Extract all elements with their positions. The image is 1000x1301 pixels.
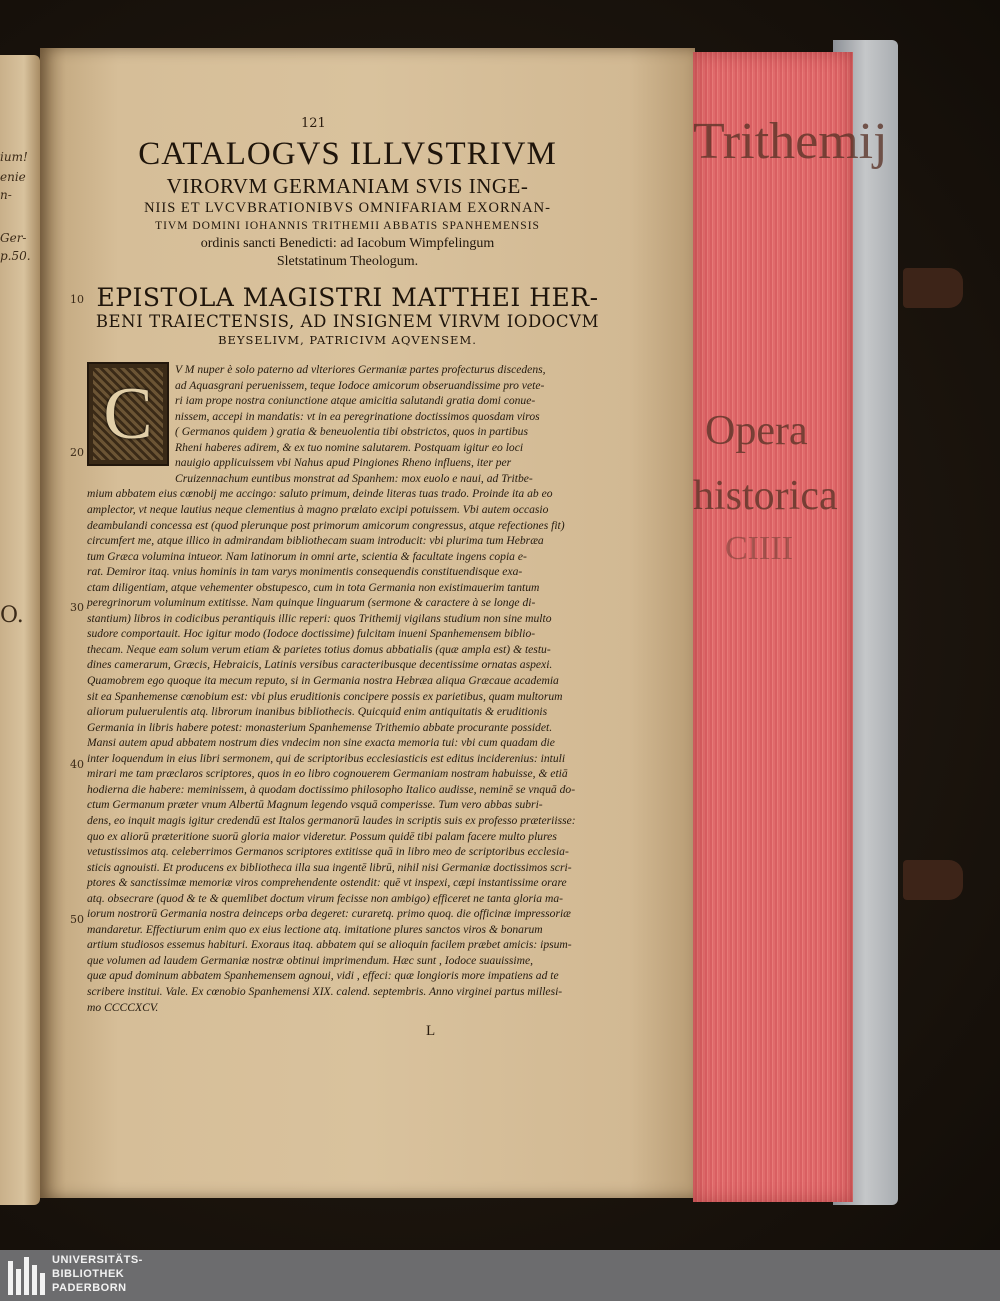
library-name-line: PADERBORN — [52, 1282, 127, 1294]
epistola-heading-line-3: BEYSELIVM, PATRICIVM AQVENSEM. — [218, 333, 477, 347]
library-name-line: BIBLIOTHEK — [52, 1268, 125, 1280]
letter-line: que volumen ad laudem Germaniæ nostræ obtinui imprimendum. Hæc sunt , Iodoce suauissime, — [87, 953, 534, 967]
catalogus-title-line-2: VIRORVM GERMANIAM SVIS INGE- — [166, 174, 529, 198]
line-number: 40 — [70, 758, 84, 771]
margin-fragment: enie — [0, 170, 26, 184]
letter-line: iorum nostrorū Germania nostra deinceps orba degeret: curaretq. primo quoq. die officinæ impressoriæ — [87, 907, 571, 921]
left-page-fragment — [0, 55, 40, 1205]
letter-line: sudore comportauit. Hoc igitur modo (Iodoce doctissime) fulcitam inueni Spanhemensem biblio- — [87, 627, 536, 641]
letter-line: sit ea Spanhemense cœnobium est: vbi plus eruditionis concipere possis ex parietibus, quam multorum — [87, 689, 563, 703]
letter-line: ad Aquasgrani peruenissem, teque Iodoce amicorum obseruandissime pro vete- — [175, 378, 545, 392]
letter-line: amplector, vt neque lautius neque clementius à magno prælato excipi potuissem. Vbi autem occasio — [87, 502, 549, 516]
letter-line: mo CCCCXCV. — [87, 1000, 159, 1014]
letter-line: quo ex aliorū præteritione suorū gloria maior videretur. Possum quidē tibi palam facere multo plures — [87, 829, 557, 843]
letter-line: Cruizennachum euntibus monstrat ad Spanhem: mox euolo e naui, ad Tritbe- — [175, 471, 533, 485]
line-number: 10 — [70, 293, 84, 306]
letter-line: sticis agnouisti. Et producens ex bibliotheca illa sua ingentē librū, nihil nisi Germaniæ doctissimos scri- — [87, 860, 572, 874]
catalogus-title-line-1: CATALOGVS ILLVSTRIVM — [138, 136, 557, 172]
letter-line: stantium) libros in codicibus perantiquis illic reperi: quos Trithemij vigilans studium non sine multo — [87, 611, 552, 625]
decorated-initial — [87, 362, 169, 466]
epistola-heading-line-2: BENI TRAIECTENSIS, AD INSIGNEM VIRVM IODOCVM — [95, 312, 600, 331]
margin-fragment: p.50. — [0, 249, 31, 263]
library-name-line: UNIVERSITÄTS- — [52, 1254, 143, 1266]
library-logo-icon — [8, 1257, 48, 1295]
library-footer — [0, 1250, 1000, 1301]
letter-line: mandaretur. Effectiurum enim quo ex eius lectione atq. imitatione plures sanctos viros & bonarum — [87, 922, 543, 936]
letter-line: ptores & sanctissimæ memoriæ viros comprehendente ostendit: quē vt inspexi, cæpi instantissime orare — [87, 876, 567, 890]
letter-line: quæ apud dominum abbatem Spanhemensem agnoui, vidi , effeci: quæ longioris more impatiens ad te — [87, 969, 559, 983]
letter-line: Germania in libris habere potest: monasterium Spanhemense Trithemio abbate procurante possidet. — [87, 720, 553, 734]
book-fore-edge — [693, 40, 898, 1205]
margin-fragment: O. — [0, 603, 24, 628]
letter-line: dines camerarum, Græcis, Hebraicis, Latinis versibus caracteribusque decentissime ornatas aspexi. — [87, 658, 553, 672]
line-number: 30 — [70, 601, 84, 614]
clasp-icon — [903, 860, 963, 900]
catalogus-title-line-3: NIIS ET LVCVBRATIONIBVS OMNIFARIAM EXORNAN- — [144, 200, 551, 216]
letter-line: thecam. Neque eam solum verum etiam & parietes totius domus abbatialis (quæ ampla est) & testu- — [87, 642, 551, 656]
margin-fragment: Ger- — [0, 231, 27, 245]
letter-line: artium studiosos essemus habituri. Exoraus itaq. abbatem qui se alioquin facilem præbet amicis: ipsum- — [87, 938, 572, 952]
initial-ornament — [93, 368, 163, 460]
red-edge — [693, 52, 888, 1202]
letter-line: hodierna die habere: meminissem, à quodam doctissimo philosopho Italico audisse, neminē se vnquā do- — [87, 782, 576, 796]
initial-letter: C — [103, 373, 153, 455]
letter-line: Quamobrem ego quoque ita mecum reputo, si in Germania nostra Hebræa aliqua Græcaue academia — [87, 674, 559, 687]
line-number: 50 — [70, 913, 84, 926]
letter-line: ctum Germanum præter vnum Albertū Magnum legendo vsquā comperisse. Tum vero abbas subri- — [87, 798, 543, 812]
letter-line: Mansi autem apud abbatem nostrum dies vndecim non sine exacta memoria tui: vbi cum quadam die — [87, 736, 555, 750]
letter-line: ri iam prope nostra coniunctione atque amicitia salutandi gratia domi conue- — [175, 394, 536, 408]
letter-line: circumfert me, atque illico in admirandam bibliothecam suam introducit: vbi plurima tum Hebræa — [87, 534, 544, 548]
epistola-heading-line-1: EPISTOLA MAGISTRI MATTHEI HER- — [96, 283, 599, 312]
signature-mark: L — [426, 1023, 436, 1039]
catalogus-title-line-5: ordinis sancti Benedicti: ad Iacobum Wimpfelingum — [200, 236, 495, 251]
letter-line: Rheni haberes adirem, & ex tuo nomine salutarem. Postquam igitur eo loci — [175, 440, 524, 454]
letter-line: ( Germanos quidem ) gratia & beneuolentia tibi obstrictos, quos in partibus — [175, 425, 528, 439]
letter-line: inter loquendum in eius libri sermonem, qui de scriptoribus ecclesiasticis est editus inciderenius: intuli — [87, 751, 566, 765]
letter-line: V M nuper è solo paterno ad vlteriores Germaniæ partes profecturus discedens, — [175, 363, 546, 376]
edge-label: Trithemij — [693, 113, 888, 170]
letter-line: nissem, accepi in mandatis: vt in ea peregrinatione doctissimos quosdam viros — [175, 409, 540, 423]
edge-label: CIIII — [725, 530, 793, 567]
letter-line: vetustissimos atq. celeberrimos Germanos scriptores extitisse quā in libro meo de scriptoribus ecclesia- — [87, 845, 569, 859]
edge-label: historica — [693, 473, 838, 519]
catalogus-title-line-4: TIVM DOMINI IOHANNIS TRITHEMII ABBATIS SPANHEMENSIS — [155, 220, 540, 232]
catalogus-title-line-6: Sletstatinum Theologum. — [276, 254, 419, 269]
letter-line: atq. obsecrare (quod & te & quemlibet doctum virum fecisse non ambigo) efficeret ne tanta gloria ma- — [87, 891, 564, 905]
edge-label: Opera — [705, 408, 808, 454]
letter-line: mium abbatem eius cœnobij me accingo: saluto primum, deinde literas tuas trado. Proinde ita ab eo — [87, 487, 553, 501]
line-number: 20 — [70, 446, 84, 459]
letter-line: ctam diligentiam, atque vehementer obstupesco, cum in tota Germania non existimauerim tantum — [87, 580, 540, 594]
letter-line: mirari me tam præclaros scriptores, quos in eo libro cognouerem Germaniam nostram habuisse, & etiā — [87, 767, 568, 781]
book-page — [40, 48, 695, 1198]
clasp-icon — [903, 268, 963, 308]
page-number: 121 — [301, 116, 326, 131]
letter-line: aliorum puluerulentis atq. librorum inanibus bibliothecis. Quicquid enim antiquitatis & eruditionis — [87, 705, 548, 719]
letter-line: nauigio applicuissem vbi Nahus apud Pingiones Rheno influens, iter per — [175, 456, 512, 470]
letter-line: dens, eo inquit magis igitur credendū est Italos germanorū laudes in scriptis suis ex professo præteriisse: — [87, 813, 576, 827]
margin-fragment: ium! — [0, 150, 28, 164]
letter-line: tum Græca volumina intueor. Nam latinorum in omni arte, scientia & facultate ingens copia e- — [87, 549, 527, 563]
letter-line: scribere institui. Vale. Ex cœnobio Spanhemensi XIX. calend. septembris. Anno virginei partus millesi- — [87, 985, 563, 998]
letter-line: peregrinorum voluminum extitisse. Nam quinque linguarum (sermone & caractere à se longe di- — [87, 596, 536, 610]
letter-line: deambulandi concessa est (quod plerunque post primorum amicorum congressus, atque refectiones fit) — [87, 518, 565, 532]
margin-fragment: n- — [0, 188, 12, 202]
letter-line: rat. Demiror itaq. vnius hominis in tam varys monimentis consequendis constituendisque exa- — [87, 565, 523, 579]
